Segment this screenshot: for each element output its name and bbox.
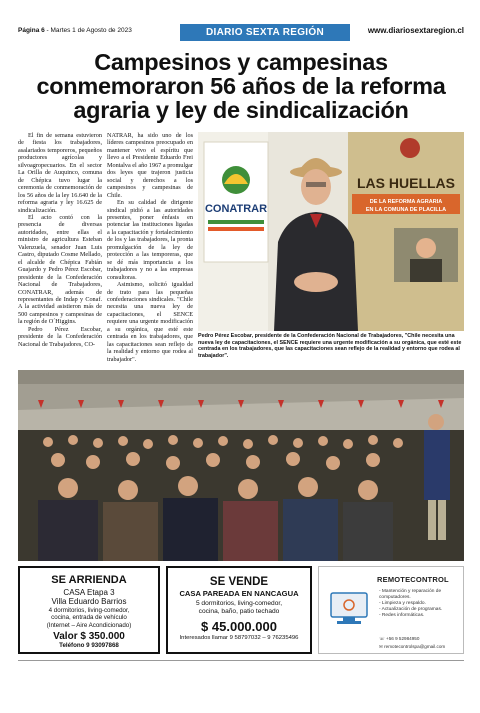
portrait-photo-illustration — [198, 132, 464, 331]
crowd-photo-illustration — [18, 370, 464, 561]
crowd-photo — [18, 370, 464, 561]
ad-sale-details — [168, 600, 310, 616]
ad-remote-phone-text: +56 9 52984950 — [386, 636, 420, 641]
article-paragraph: En su calidad de dirigente sindical pidió a las autoridades presentes, poner énfasis en potenciar las instituciones ligadas a la capacitación y fortalecimiento de los y las trabajadores, la pronta promulgación de la ley de protección a las temporeras, que se dé más importancia a los trabajadores y no a las empresas consultoras. — [107, 199, 193, 281]
poster-title: LAS HUELLAS — [357, 175, 455, 191]
ad-remote-contact — [379, 635, 445, 651]
ad-sale-detail: 5 dormitorios, living-comedor, — [195, 600, 283, 607]
phone-icon: ☏ — [379, 636, 387, 641]
ad-remote-brand — [377, 575, 449, 584]
ad-rent-detail: 4 dormitorios, living-comedor, — [48, 607, 130, 614]
ad-for-sale — [166, 566, 312, 654]
page-header — [18, 24, 464, 44]
ad-remote-service: - Mantención y reparación de computadores. — [379, 589, 442, 600]
poster-line-2: DE LA REFORMA AGRARIA — [369, 199, 443, 205]
huellas-poster — [348, 132, 464, 331]
ad-rent-title: SE ARRIENDA — [51, 574, 127, 586]
ad-remote-brand-a: REMOTECO — [377, 575, 422, 584]
article-column-1 — [18, 132, 102, 348]
portrait-photo — [198, 132, 464, 331]
ad-remote-brand-b: NTROL — [421, 575, 449, 584]
ad-remote-service: - Redes informáticas. — [379, 613, 425, 618]
ad-remote-email-text: remotecontrolspa@gmail.com — [384, 644, 446, 649]
conatrar-banner — [204, 142, 268, 262]
ad-remote-phone — [379, 635, 445, 643]
article-column-2 — [107, 132, 193, 363]
ad-sale-title: SE VENDE — [209, 576, 269, 588]
page-date: - Martes 1 de Agosto de 2023 — [44, 27, 132, 34]
bottom-divider — [18, 660, 464, 661]
ad-rent-line-1: CASA Etapa 3 — [63, 588, 115, 597]
ad-rent-detail: (Internet – Aire Acondicionado) — [46, 621, 132, 629]
page-date-line — [18, 27, 132, 34]
ad-remote-control — [318, 566, 464, 654]
ad-rent-phone: Teléfono 9 93097868 — [59, 642, 119, 650]
newspaper-name: DIARIO SEXTA REGIÓN — [180, 24, 350, 41]
ad-remote-service: - Limpieza y respaldo. — [379, 601, 426, 606]
ad-remote-email[interactable] — [379, 643, 445, 651]
website-link[interactable]: www.diariosextaregion.cl — [367, 26, 464, 35]
ad-rent-detail: cocina, entrada de vehículo — [51, 614, 127, 622]
ad-rent-line-2: Villa Eduardo Barrios — [51, 597, 127, 606]
mail-icon: ✉ — [379, 644, 385, 649]
ad-sale-price: $ 45.000.000 — [201, 619, 277, 634]
photo-caption: Pedro Pérez Escobar, presidente de la Confederación Nacional de Trabajadores, "Chile necesita una nueva ley de capacitaciones, el SENCE requiere una urgente modificación a su orgánica, que esté este centrada en los trabajadores, que las capacitaciones sean reflejo de la realidad y entorno que rodea al trabajador". — [198, 333, 462, 359]
ad-sale-subtitle: CASA PAREADA EN NANCAGUA — [179, 589, 299, 598]
ad-remote-services — [379, 589, 463, 619]
ad-rent-price: Valor $ 350.000 — [53, 631, 125, 643]
article-headline: Campesinos y campesinas conmemoraron 56 años de la reforma agraria y ley de sindicalización — [36, 49, 446, 123]
ad-sale-contact: Interesados llamar 9 58797032 – 9 76235496 — [179, 635, 299, 641]
computer-service-icon — [327, 587, 371, 631]
conatrar-logo-text: CONATRAR — [204, 203, 268, 215]
ad-rent-details — [20, 607, 158, 629]
article-paragraph: NATRAR, ha sido uno de los líderes campesinos preocupado en mantener vivo el espíritu que llevo a el Presidente Eduardo Frei Montalva el año 1967 a promulgar dos leyes que trajeron justicia social y derechos a los campesinos y campesinas de Chile. — [107, 132, 193, 199]
page-label: Página 6 — [18, 27, 45, 34]
ad-remote-service: - Actualización de programas. — [379, 607, 443, 612]
poster-line-3: EN LA COMUNA DE PLACILLA — [365, 207, 447, 213]
article-paragraph: Pedro Pérez Escobar, presidente de la Confederación Nacional de Trabajadores, CO- — [18, 325, 102, 348]
ad-for-rent — [18, 566, 160, 654]
article-paragraph: El fin de semana estuvieron de fiesta los trabajadores, asalariados temporeros, pequeños productores agrícolas y silvoagropecuarios. En el sector La Orilla de Auquinco, comuna de Chépica tuvo lugar la ceremonia de conmemoración de los 56 años de la ley 16.640 de la reforma agraria y ley 16.625 de sindicalización. — [18, 132, 102, 214]
article-paragraph: El acto contó con la presencia de diversas autoridades, entre ellas el ministro de agricultura Esteban Valenzuela, senador Juan Luis Castro, diputado Cosme Mellado, el alcalde de Chépica Fabián Guajardo y Pedro Pérez Escobar, presidente de la Confederación Nacional de Trabajadores, CONATRAR, además de representantes de Indap y Conaf. A la actividad asistieron más de 500 campesinos y campesinas de la región de O´Higgins. — [18, 213, 102, 326]
ad-sale-detail: cocina, baño, patio techado — [198, 608, 280, 615]
article-paragraph: Asimismo, solicitó igualdad de trato para las pequeñas confederaciones sindicales. "Chile necesita una nueva ley de capacitaciones, el SENCE requiere una urgente modificación a su orgánica, que esté este centrada en los trabajadores, que las capacitaciones sean reflejo de la realidad y entorno que rodea al trabajador". — [107, 281, 193, 363]
